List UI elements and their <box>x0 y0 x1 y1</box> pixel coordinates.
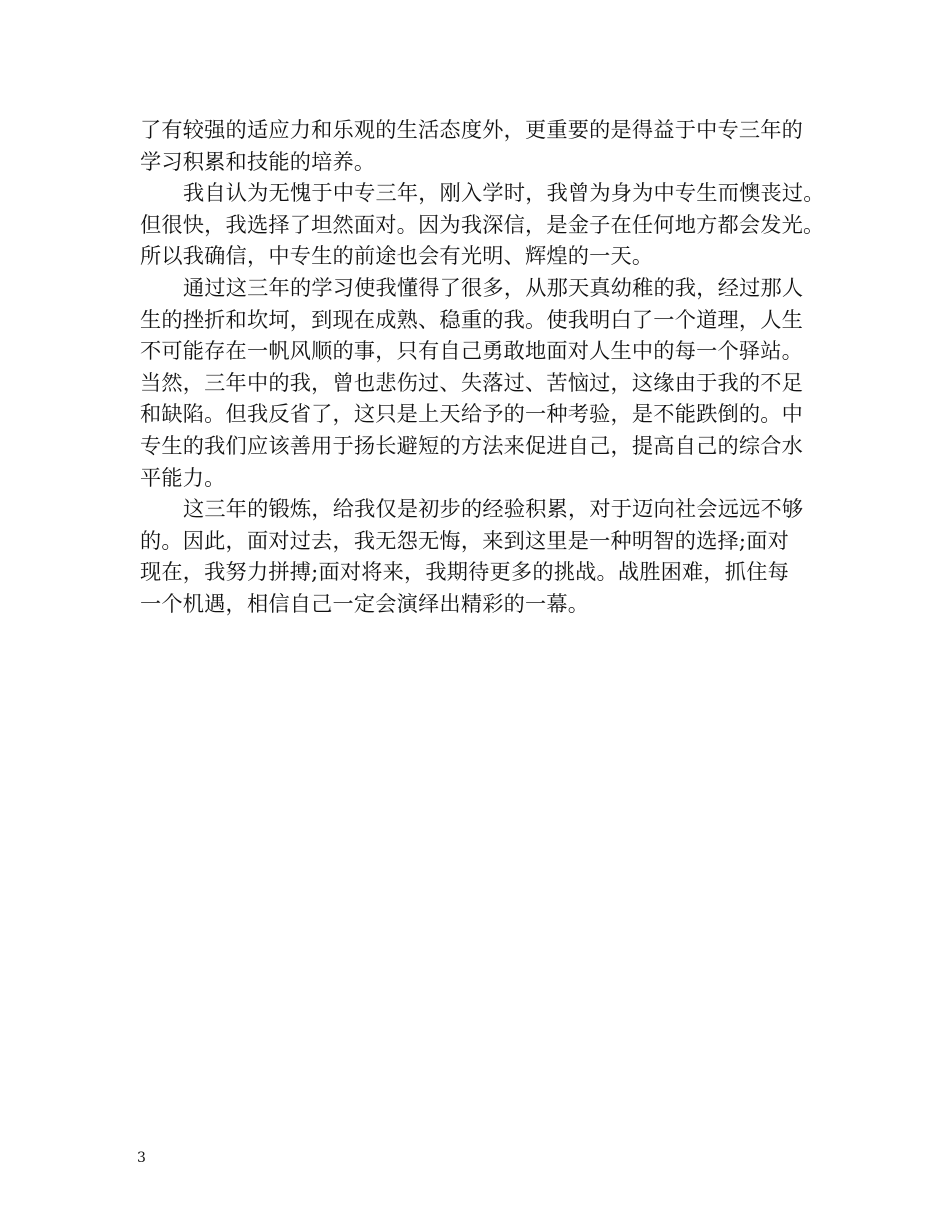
text-line: 一个机遇，相信自己一定会演绎出精彩的一幕。 <box>140 590 590 616</box>
text-line: 专生的我们应该善用于扬长避短的方法来促进自己，提高自己的综合水 <box>140 432 804 458</box>
text-line: 生的挫折和坎坷，到现在成熟、稳重的我。使我明白了一个道理，人生 <box>140 306 804 332</box>
page-number: 3 <box>137 1150 146 1166</box>
text-line: 平能力。 <box>140 464 226 490</box>
paragraph-start-line: 这三年的锻炼，给我仅是初步的经验积累，对于迈向社会远远不够 <box>183 496 804 522</box>
text-line: 的。因此，面对过去，我无怨无悔，来到这里是一种明智的选择;面对 <box>140 527 789 553</box>
text-line: 了有较强的适应力和乐观的生活态度外，更重要的是得益于中专三年的 <box>140 117 804 142</box>
paragraph-start-line: 通过这三年的学习使我懂得了很多，从那天真幼稚的我，经过那人 <box>183 274 804 300</box>
text-line: 所以我确信，中专生的前途也会有光明、辉煌的一天。 <box>140 243 654 269</box>
text-line: 学习积累和技能的培养。 <box>140 148 376 174</box>
text-line: 不可能存在一帆风顺的事，只有自己勇敢地面对人生中的每一个驿站。 <box>140 338 804 364</box>
text-line: 现在，我努力拼搏;面对将来，我期待更多的挑战。战胜困难，抓住每 <box>140 559 789 585</box>
text-line: 当然，三年中的我，曾也悲伤过、失落过、苦恼过，这缘由于我的不足 <box>140 369 804 395</box>
text-line: 但很快，我选择了坦然面对。因为我深信，是金子在任何地方都会发光。 <box>140 211 825 237</box>
paragraph-start-line: 我自认为无愧于中专三年，刚入学时，我曾为身为中专生而懊丧过。 <box>183 180 825 206</box>
body-text <box>140 114 825 620</box>
text-line: 和缺陷。但我反省了，这只是上天给予的一种考验，是不能跌倒的。中 <box>140 401 804 427</box>
